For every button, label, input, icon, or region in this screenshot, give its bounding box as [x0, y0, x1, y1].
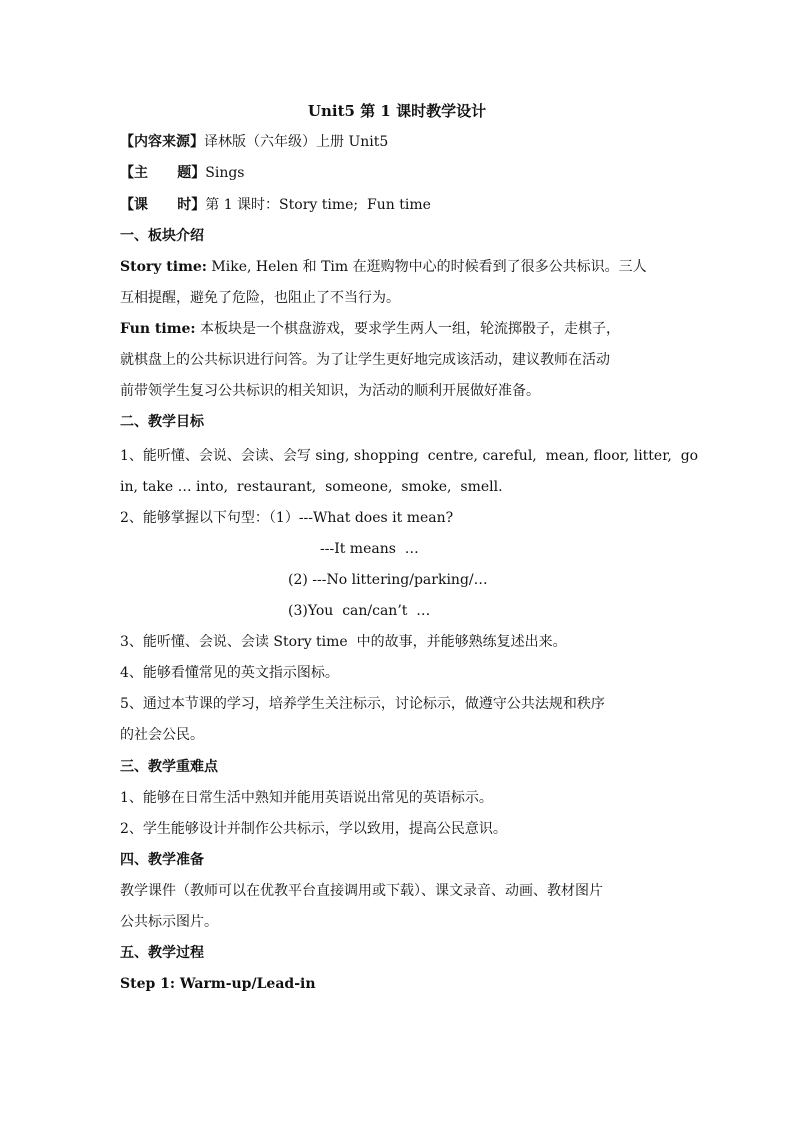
fun-time-para-line1	[120, 318, 620, 340]
objective-4: 4、能够看懂常见的英文指示图标。	[120, 665, 339, 681]
key-point-2: 2、学生能够设计并制作公共标示，学以致用，提高公民意识。	[120, 821, 507, 837]
objective-5-line2: 的社会公民。	[120, 727, 204, 743]
meta-topic	[120, 162, 244, 184]
preparation-line2: 公共标示图片。	[120, 914, 218, 930]
key-point-1: 1、能够在日常生活中熟知并能用英语说出常见的英语标示。	[120, 790, 493, 806]
story-time-label: Story time:	[120, 259, 207, 275]
objective-2-sub1: ---It means …	[320, 541, 419, 557]
objective-2-sub2: (2) ---No littering/parking/…	[288, 572, 488, 588]
meta-topic-value: Sings	[205, 165, 245, 181]
meta-source	[120, 131, 388, 153]
story-time-text: Mike, Helen 和 Tim 在逛购物中心的时候看到了很多公共标识。三人	[206, 259, 647, 275]
page-title: Unit5 第 1 课时教学设计	[307, 102, 487, 120]
fun-time-text: 本板块是一个棋盘游戏，要求学生两人一组，轮流掷骰子，走棋子，	[195, 321, 621, 337]
objective-3: 3、能听懂、会说、会读 Story time 中的故事，并能够熟练复述出来。	[120, 634, 567, 650]
preparation-line1: 教学课件（教师可以在优教平台直接调用或下载）、课文录音、动画、教材图片	[120, 883, 603, 899]
section-heading-key-points: 三、教学重难点	[120, 759, 218, 775]
meta-source-value: 译林版（六年级）上册 Unit5	[204, 134, 389, 150]
section-heading-objectives: 二、教学目标	[120, 414, 204, 430]
meta-period-label: 【课 时】	[120, 197, 206, 213]
fun-time-label: Fun time:	[120, 321, 196, 337]
meta-topic-label: 【主 题】	[120, 165, 206, 181]
fun-time-para-line2: 就棋盘上的公共标识进行问答。为了让学生更好地完成该活动，建议教师在活动	[120, 352, 610, 368]
fun-time-para-line3: 前带领学生复习公共标识的相关知识，为活动的顺利开展做好准备。	[120, 383, 540, 399]
meta-source-label: 【内容来源】	[120, 134, 204, 150]
section-heading-intro: 一、板块介绍	[120, 228, 204, 244]
section-heading-process: 五、教学过程	[120, 945, 204, 961]
meta-period-value: 第 1 课时：Story time; Fun time	[205, 197, 431, 213]
story-time-para-line1	[120, 256, 647, 278]
objective-2-sub3: (3)You can/can’t …	[288, 603, 431, 619]
objective-1-line1: 1、能听懂、会说、会读、会写 sing, shopping centre, careful, mean, floor, litter, go	[120, 448, 699, 464]
meta-period	[120, 194, 431, 216]
objective-1-line2: in, take … into, restaurant, someone, smoke, smell.	[120, 479, 503, 495]
objective-5-line1: 5、通过本节课的学习，培养学生关注标示，讨论标示，做遵守公共法规和秩序	[120, 696, 605, 712]
objective-2: 2、能够掌握以下句型：（1）---What does it mean?	[120, 510, 454, 526]
step-1-heading: Step 1: Warm-up/Lead-in	[120, 976, 316, 992]
story-time-para-line2: 互相提醒，避免了危险，也阻止了不当行为。	[120, 290, 400, 306]
section-heading-preparation: 四、教学准备	[120, 852, 204, 868]
